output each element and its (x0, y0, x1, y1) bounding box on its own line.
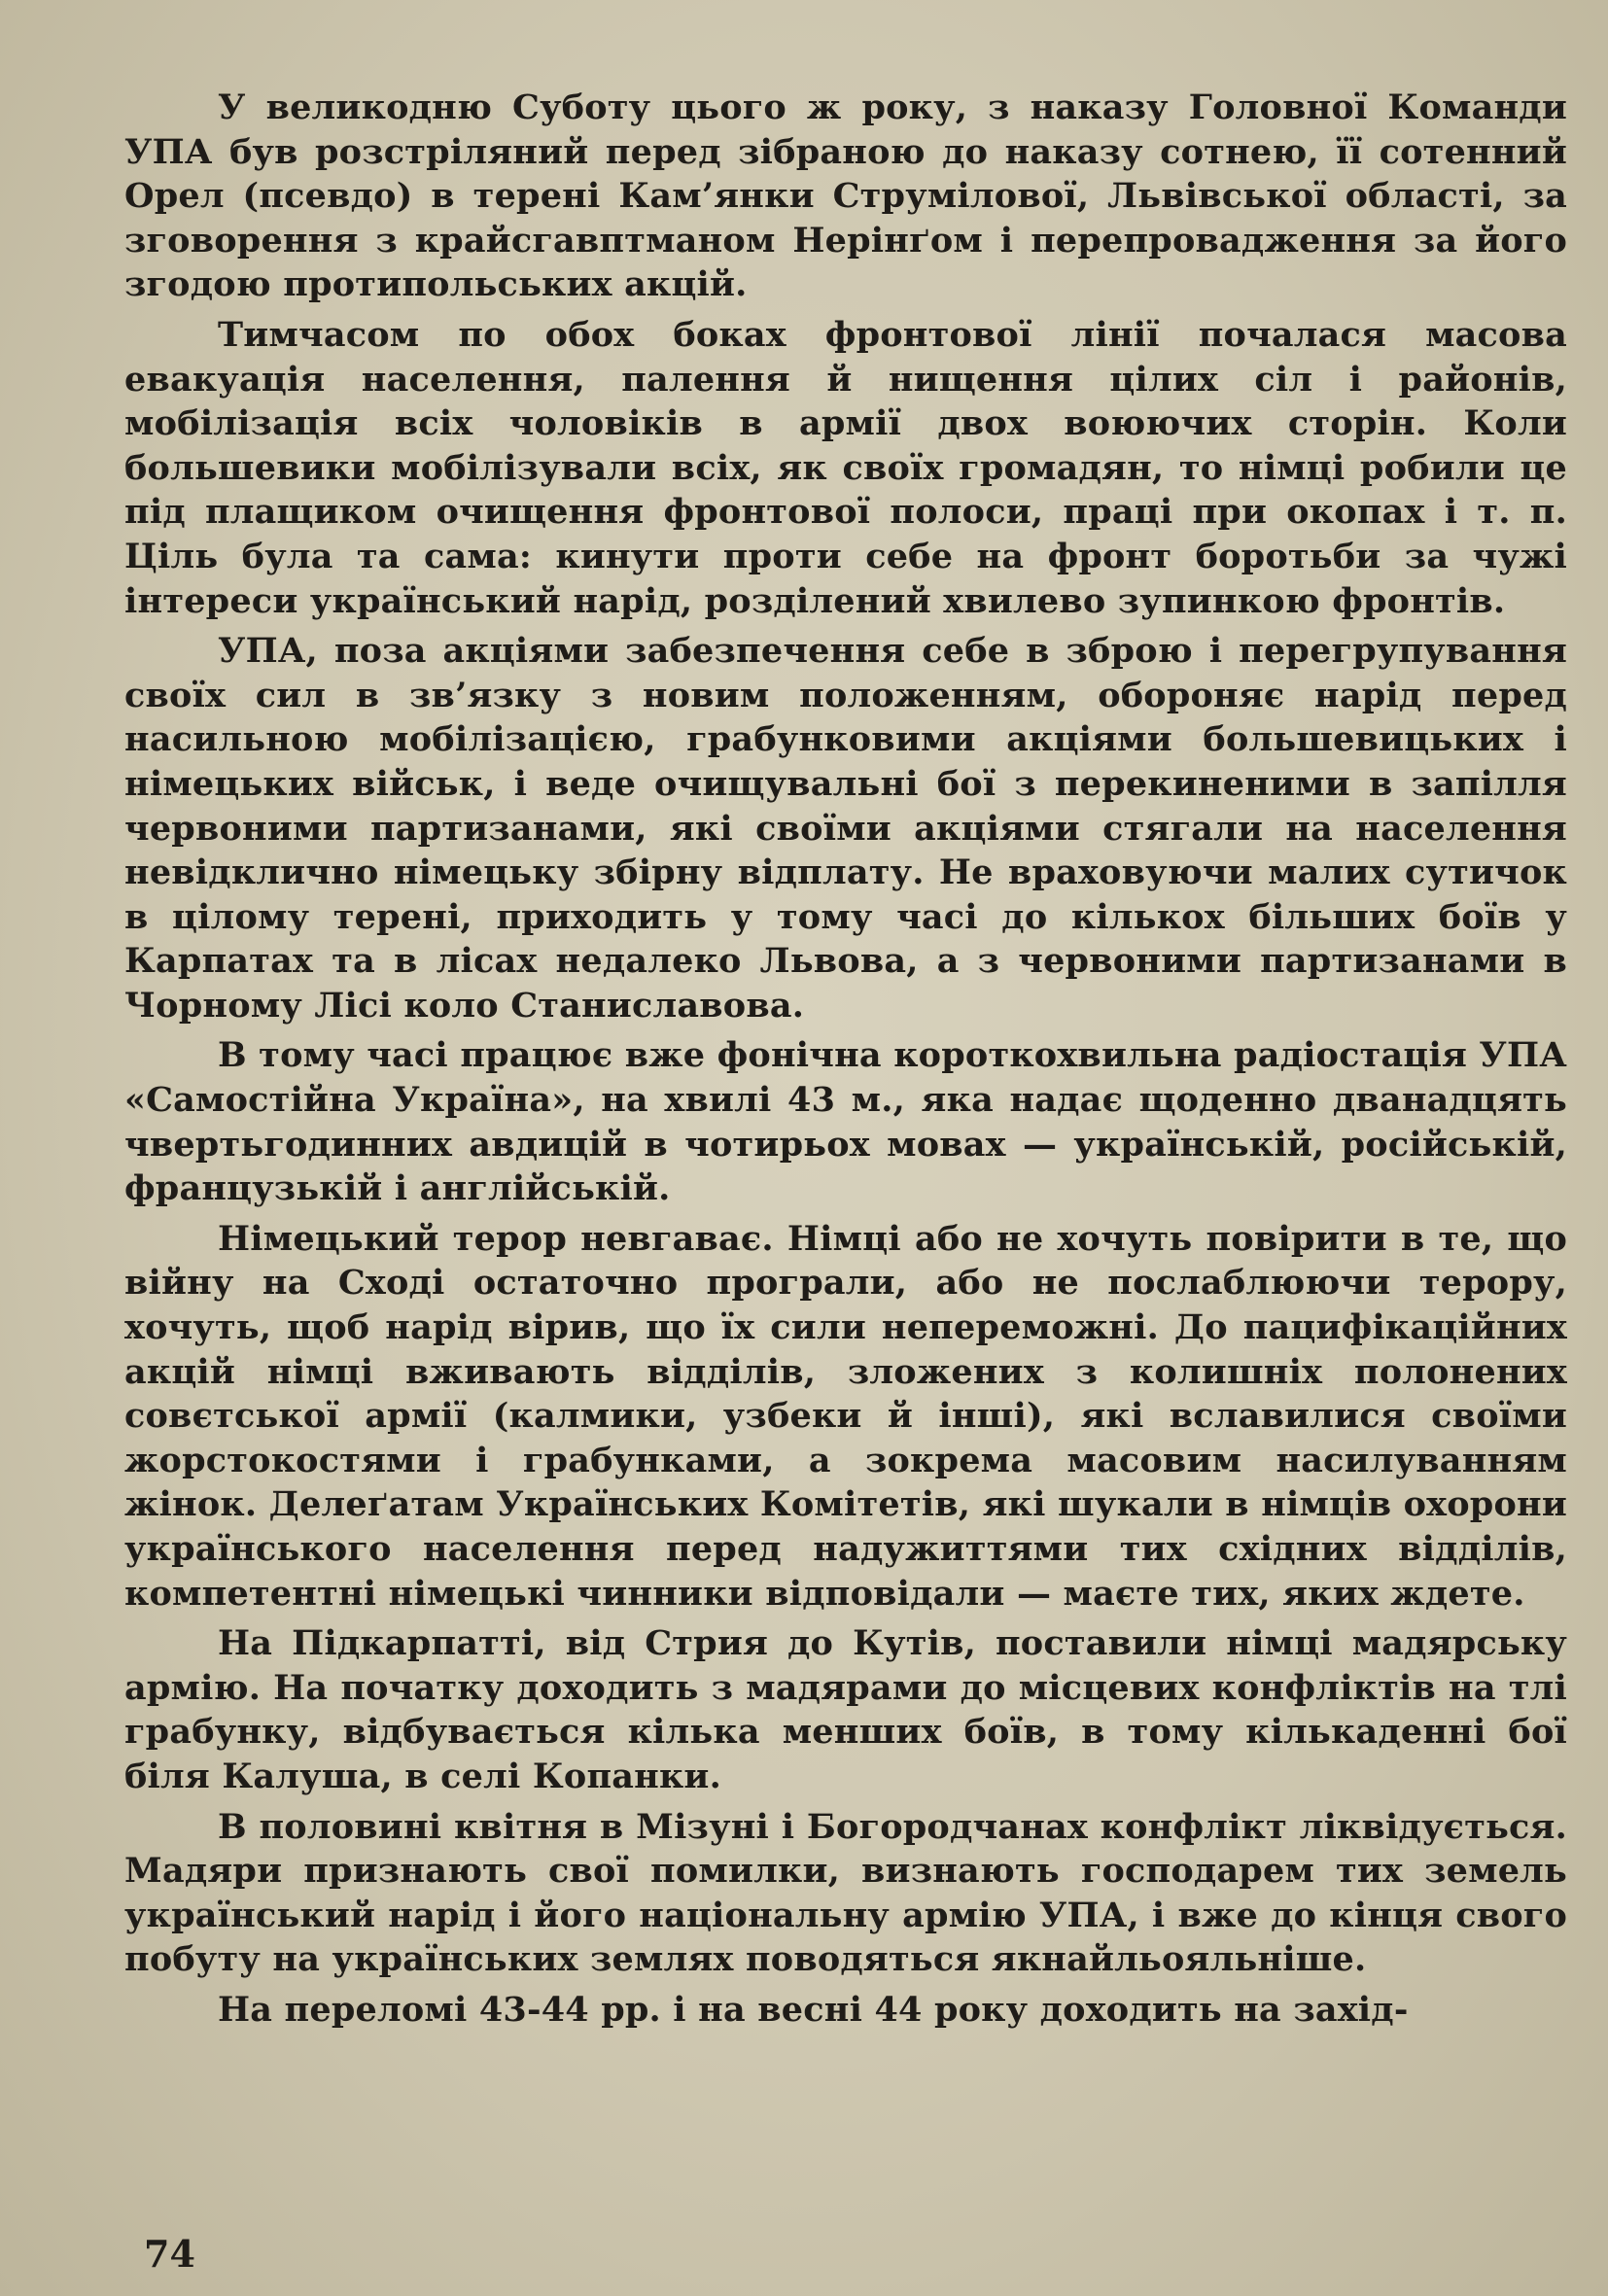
paragraph-5: Німецький терор невгаває. Німці або не хочуть повірити в те, що війну на Сході остаточно програли, або не послаблюючи терору, хочуть, щоб нарід вірив, що їх сили непереможні. До пацифікаційних акцій німці вживають відділів, зложених з колишніх полонених совєтської армії (калмики, узбеки й інші), які вславилися своїми жорстокостями і грабунками, а зокрема масовим насилуванням жінок. Делеґатам Українських Комітетів, які шукали в німців охорони українського населення перед надужиттями тих східних відділів, компетентні німецькі чинники відповідали — маєте тих, яких ждете. (124, 1218, 1567, 1614)
body-text (124, 86, 1567, 2038)
paragraph-6: На Підкарпатті, від Стрия до Кутів, поставили німці мадярську армію. На початку доходить з мадярами до місцевих конфліктів на тлі грабунку, відбувається кілька менших боїв, в тому кількаденні бої біля Калуша, в селі Копанки. (124, 1623, 1567, 1796)
paragraph-2: Тимчасом по обох боках фронтової лінії почалася масова евакуація населення, палення й нищення цілих сіл і районів, мобілізація всіх чоловіків в армії двох воюючих сторін. Коли большевики мобілізували всіх, як своїх громадян, то німці робили це під плащиком очищення фронтової полоси, праці при окопах і т. п. Ціль була та сама: кинути проти себе на фронт боротьби за чужі інтереси український нарід, розділений хвилево зупинкою фронтів. (124, 314, 1567, 621)
paragraph-3: УПА, поза акціями забезпечення себе в зброю і перегрупування своїх сил в зв’язку з новим положенням, обороняє нарід перед насильною мобілізацією, грабунковими акціями большевицьких і німецьких військ, і веде очищувальні бої з перекиненими в запілля червоними партизанами, які своїми акціями стягали на населення невідклично німецьку збірну відплату. Не враховуючи малих сутичок в цілому терені, приходить у тому часі до кількох більших боїв у Карпатах та в лісах недалеко Львова, а з червоними партизанами в Чорному Лісі коло Станиславова. (124, 631, 1567, 1026)
paragraph-4: В тому часі працює вже фонічна короткохвильна радіостація УПА «Самостійна Україна», на хвилі 43 м., яка надає щоденно дванадцять чвертьгодинних авдицій в чотирьох мовах — українській, російській, французькій і англійській. (124, 1035, 1567, 1209)
paragraph-7: В половині квітня в Мізуні і Богородчанах конфлікт ліквідується. Мадяри признають свої помилки, визнають господарем тих земель український нарід і його національну армію УПА, і вже до кінця свого побуту на українських землях поводяться якнайльояльніше. (124, 1806, 1567, 1980)
page-number: 74 (144, 2232, 195, 2276)
paragraph-8: На переломі 43-44 рр. і на весні 44 року доходить на захід- (218, 1989, 1409, 2030)
paragraph-1: У великодню Суботу цього ж року, з наказу Головної Команди УПА був розстріляний перед зібраною до наказу сотнею, її сотенний Орел (псевдо) в терені Кам’янки Струмілової, Львівської області, за зговорення з крайсгавптманом Нерінґом і перепровадження за його згодою протипольських акцій. (124, 87, 1567, 305)
